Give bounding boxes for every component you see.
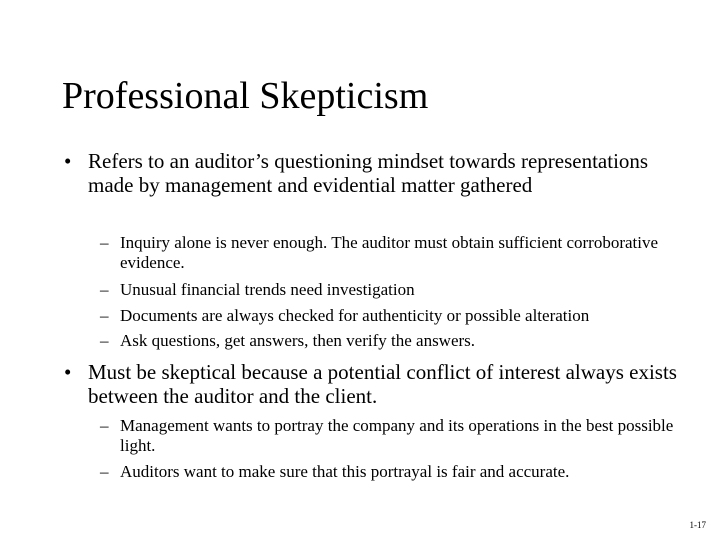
sub-bullet-1-3 xyxy=(100,306,690,326)
sub-bullet-marker: – xyxy=(100,331,109,350)
sub-bullet-text: Inquiry alone is never enough. The auditor must obtain sufficient corroborative evidence. xyxy=(120,233,659,272)
bullet-marker: • xyxy=(64,149,72,173)
bullet-2 xyxy=(64,360,684,408)
bullet-marker: • xyxy=(64,360,72,384)
sub-bullet-marker: – xyxy=(100,306,109,325)
sub-bullet-1-4 xyxy=(100,331,690,351)
sub-bullet-1-2 xyxy=(100,280,690,300)
sub-bullet-text: Ask questions, get answers, then verify the answers. xyxy=(120,331,476,350)
sub-bullet-marker: – xyxy=(100,416,109,435)
bullet-1 xyxy=(64,149,684,197)
bullet-text: Must be skeptical because a potential conflict of interest always exists between the auditor and the client. xyxy=(88,360,677,408)
sub-bullet-text: Management wants to portray the company and its operations in the best possible light. xyxy=(120,416,674,455)
sub-bullet-marker: – xyxy=(100,280,109,299)
sub-bullet-text: Documents are always checked for authenticity or possible alteration xyxy=(120,306,590,325)
sub-bullet-text: Unusual financial trends need investigation xyxy=(120,280,415,299)
sub-bullet-2-2 xyxy=(100,462,690,482)
bullet-text: Refers to an auditor’s questioning mindset towards representations made by management and evidential matter gathered xyxy=(88,149,649,197)
slide-title: Professional Skepticism xyxy=(62,75,429,117)
sub-bullet-text: Auditors want to make sure that this portrayal is fair and accurate. xyxy=(120,462,570,481)
sub-bullet-1-1 xyxy=(100,233,690,273)
sub-bullet-marker: – xyxy=(100,462,109,481)
sub-bullet-marker: – xyxy=(100,233,109,252)
page-number: 1-17 xyxy=(689,520,706,530)
sub-bullet-2-1 xyxy=(100,416,690,456)
